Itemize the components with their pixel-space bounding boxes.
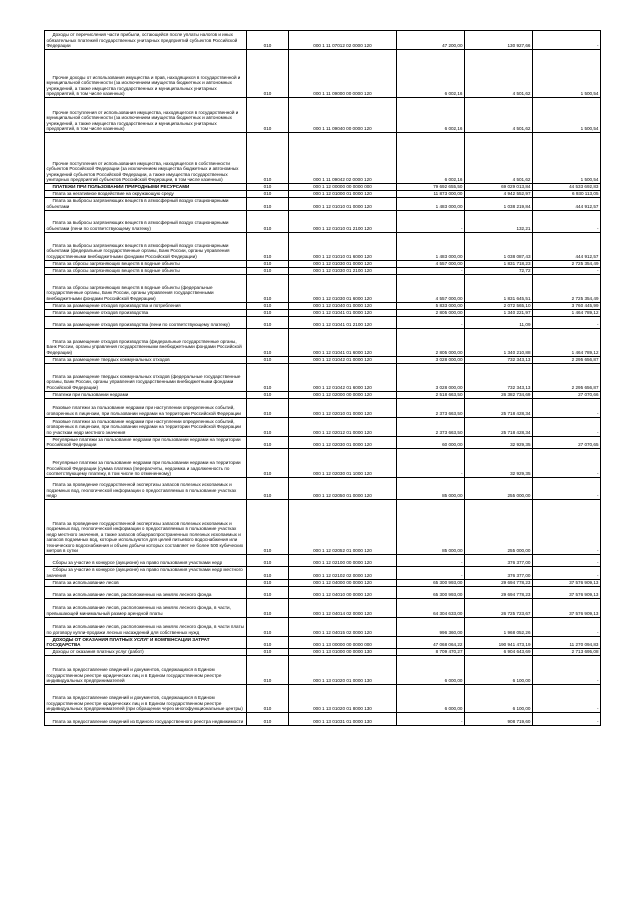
row-approved: - <box>397 210 465 232</box>
row-executed: 132,21 <box>465 210 533 232</box>
row-kbk: 000 1 11 09000 00 0000 120 <box>289 50 397 98</box>
row-name: Регулярные платежи за пользование недрами при пользовании недрами на территории Российской Федерации <box>45 436 247 449</box>
row-code: 010 <box>247 391 289 398</box>
row-unexecuted: 2 725 354,49 <box>533 260 601 267</box>
row-name: Плата за проведение государственной экспертизы запасов полезных ископаемых и подземных вод, геологической информации о предоставляемых в пользование участках недр <box>45 478 247 500</box>
row-executed: 1 831 718,23 <box>465 260 533 267</box>
row-approved: 6 002,16 <box>397 133 465 184</box>
table-row <box>45 198 601 211</box>
row-code: 010 <box>247 398 289 417</box>
row-name: Прочие поступления от использования имущества, находящегося в государственной и муниципальной собственности (за исключением имущества бюджетных и автономных учреждений, а также имущества государственных и муниципальных унитарных предприятий, в том числе казенных) <box>45 98 247 133</box>
row-approved: 2 805 000,00 <box>397 309 465 316</box>
row-kbk: 000 1 12 02052 01 0000 120 <box>289 500 397 555</box>
row-unexecuted: 37 576 909,13 <box>533 598 601 617</box>
row-unexecuted: 1 500,54 <box>533 133 601 184</box>
row-unexecuted: 27 070,65 <box>533 436 601 449</box>
row-code: 010 <box>247 309 289 316</box>
row-executed: 6 100,00 <box>465 656 533 685</box>
row-executed: 1 831 645,51 <box>465 274 533 302</box>
row-name: Разовые платежи за пользование недрами при наступлении определенных событий, оговоренных в лицензии, при пользовании недрами на территории Российской Федерации по участкам недр местного значения <box>45 417 247 436</box>
row-executed: 4 501,62 <box>465 133 533 184</box>
row-unexecuted: 1 500,54 <box>533 98 601 133</box>
row-executed: 4 501,62 <box>465 98 533 133</box>
row-approved: 47 068 064,22 <box>397 636 465 649</box>
row-kbk: 000 1 13 01031 01 0000 130 <box>289 713 397 726</box>
row-kbk: 000 1 12 01030 01 0000 120 <box>289 260 397 267</box>
row-kbk: 000 1 12 02102 02 0000 120 <box>289 567 397 580</box>
table-row <box>45 363 601 391</box>
row-approved: - <box>397 267 465 274</box>
row-approved: 3 028 000,00 <box>397 356 465 363</box>
table-row <box>45 636 601 649</box>
row-code: 010 <box>247 302 289 309</box>
table-row <box>45 685 601 713</box>
table-row <box>45 555 601 567</box>
row-unexecuted: - <box>533 500 601 555</box>
row-executed: 1 340 210,88 <box>465 328 533 356</box>
row-executed: 11,09 <box>465 316 533 328</box>
row-unexecuted: - <box>533 656 601 685</box>
row-unexecuted: - <box>533 567 601 580</box>
table-row <box>45 302 601 309</box>
row-kbk: 000 1 13 01020 01 8000 130 <box>289 685 397 713</box>
row-code: 010 <box>247 356 289 363</box>
row-name: ПЛАТЕЖИ ПРИ ПОЛЬЗОВАНИИ ПРИРОДНЫМИ РЕСУРСАМИ <box>45 184 247 191</box>
table-row <box>45 656 601 685</box>
row-approved: 60 000,00 <box>397 436 465 449</box>
table-row <box>45 133 601 184</box>
row-code: 010 <box>247 500 289 555</box>
row-kbk: 000 1 12 01030 01 6000 120 <box>289 274 397 302</box>
table-row <box>45 478 601 500</box>
row-kbk: 000 1 12 01010 01 2100 120 <box>289 210 397 232</box>
row-unexecuted: 11 270 094,83 <box>533 636 601 649</box>
row-name: Сборы за участие в конкурсе (аукционе) на право пользования участками недр местного значения <box>45 567 247 580</box>
row-approved: 6 000,00 <box>397 685 465 713</box>
table-row <box>45 567 601 580</box>
row-name: Прочие поступления от использования имущества, находящегося в собственности субъектов Российской Федерации (за исключением имущества бюджетных и автономных учреждений субъектов Российской Федерации, а также имущества государственных унитарных предприятий субъектов Российской Федерации, в том числе казенных) <box>45 133 247 184</box>
row-kbk: 000 1 12 02030 01 0000 120 <box>289 436 397 449</box>
row-name: Разовые платежи за пользование недрами при наступлении определенных событий, оговоренных в лицензии, при пользовании недрами на территории Российской Федерации <box>45 398 247 417</box>
row-approved: - <box>397 316 465 328</box>
row-unexecuted: - <box>533 417 601 436</box>
row-name: Плата за выбросы загрязняющих веществ в атмосферный воздух стационарными объектами <box>45 198 247 211</box>
row-name: Плата за использование лесов <box>45 579 247 586</box>
row-executed: 732 343,13 <box>465 356 533 363</box>
row-executed: 908 719,60 <box>465 713 533 726</box>
row-kbk: 000 1 13 01020 01 0000 130 <box>289 656 397 685</box>
row-unexecuted: 3 760 445,99 <box>533 302 601 309</box>
row-kbk: 000 1 12 01041 01 0000 120 <box>289 309 397 316</box>
row-kbk: 000 1 12 02000 00 0000 120 <box>289 391 397 398</box>
row-kbk: 000 1 12 04010 00 0000 120 <box>289 586 397 598</box>
table-row <box>45 31 601 50</box>
row-kbk: 000 1 13 01000 00 0000 130 <box>289 649 397 656</box>
row-executed: 6 100,00 <box>465 685 533 713</box>
row-unexecuted: - <box>533 449 601 478</box>
row-name: Сборы за участие в конкурсе (аукционе) на право пользования участками недр <box>45 555 247 567</box>
row-name: Плата за сбросы загрязняющих веществ в водные объекты (федеральные государственные органы, Банк России, органы управления государственными внебюджетными фондами Российской Федерации) <box>45 274 247 302</box>
row-kbk: 000 1 12 01030 01 2100 120 <box>289 267 397 274</box>
row-executed: 1 038 219,84 <box>465 198 533 211</box>
row-name: Прочие доходы от использования имущества и прав, находящихся в государственной и муниципальной собственности (за исключением имущества бюджетных и автономных учреждений, а также имущества государственных и муниципальных унитарных предприятий, в том числе казенных) <box>45 50 247 98</box>
row-code: 010 <box>247 555 289 567</box>
table-row <box>45 617 601 636</box>
row-code: 010 <box>247 685 289 713</box>
table-row <box>45 232 601 260</box>
table-row <box>45 391 601 398</box>
table-row <box>45 356 601 363</box>
row-approved: 6 002,16 <box>397 98 465 133</box>
table-row <box>45 316 601 328</box>
row-approved: 11 873 000,00 <box>397 191 465 198</box>
budget-report-sheet <box>44 30 600 726</box>
row-approved: 996 360,00 <box>397 617 465 636</box>
row-name: Плата за выбросы загрязняющих веществ в атмосферный воздух стационарными объектами (федеральные государственные органы, Банк России, органы управления государственными внебюджетными фондами Российской Федерации) <box>45 232 247 260</box>
row-executed: 6 904 643,69 <box>465 649 533 656</box>
row-unexecuted: - <box>533 478 601 500</box>
row-executed: 26 382 734,69 <box>465 391 533 398</box>
row-kbk: 000 1 11 07012 02 0000 120 <box>289 31 397 50</box>
row-name: Плата за сбросы загрязняющих веществ в водные объекты <box>45 267 247 274</box>
row-kbk: 000 1 12 04015 02 0000 120 <box>289 617 397 636</box>
table-row <box>45 210 601 232</box>
row-unexecuted: 2 725 354,49 <box>533 274 601 302</box>
row-executed: 32 929,35 <box>465 449 533 478</box>
row-unexecuted: - <box>533 210 601 232</box>
table-row <box>45 500 601 555</box>
revenue-table <box>44 30 601 726</box>
row-executed: 376 377,00 <box>465 555 533 567</box>
row-unexecuted: 37 576 909,13 <box>533 586 601 598</box>
row-approved: 85 000,00 <box>397 500 465 555</box>
row-kbk: 000 1 12 02050 01 0000 120 <box>289 478 397 500</box>
row-code: 010 <box>247 636 289 649</box>
row-approved: 85 000,00 <box>397 478 465 500</box>
row-approved: 64 304 633,00 <box>397 598 465 617</box>
row-unexecuted: - <box>533 555 601 567</box>
row-approved: 2 805 000,00 <box>397 328 465 356</box>
row-approved: 1 483 000,00 <box>397 232 465 260</box>
row-name: ДОХОДЫ ОТ ОКАЗАНИЯ ПЛАТНЫХ УСЛУГ И КОМПЕНСАЦИИ ЗАТРАТ ГОСУДАРСТВА <box>45 636 247 649</box>
row-code: 010 <box>247 328 289 356</box>
row-code: 010 <box>247 436 289 449</box>
row-name: Плата за использование лесов, расположенных на землях лесного фонда, в части платы по договору купли-продажи лесных насаждений для собственных нужд <box>45 617 247 636</box>
table-row <box>45 274 601 302</box>
row-code: 010 <box>247 274 289 302</box>
row-unexecuted: 2 295 656,87 <box>533 356 601 363</box>
row-executed: 376 377,00 <box>465 567 533 580</box>
row-unexecuted: - <box>533 713 601 726</box>
row-approved: 1 483 000,00 <box>397 198 465 211</box>
row-executed: 732 343,13 <box>465 363 533 391</box>
row-name: Плата за сбросы загрязняющих веществ в водные объекты <box>45 260 247 267</box>
row-executed: 1 340 221,97 <box>465 309 533 316</box>
row-code: 010 <box>247 198 289 211</box>
table-row <box>45 586 601 598</box>
row-executed: 1 038 087,43 <box>465 232 533 260</box>
row-code: 010 <box>247 363 289 391</box>
row-code: 010 <box>247 449 289 478</box>
row-code: 010 <box>247 31 289 50</box>
row-executed: 1 968 052,26 <box>465 617 533 636</box>
row-executed: 69 029 013,84 <box>465 184 533 191</box>
row-unexecuted: 44 533 692,83 <box>533 184 601 191</box>
row-name: Плата за размещение отходов производства и потребления <box>45 302 247 309</box>
row-name: Плата за проведение государственной экспертизы запасов полезных ископаемых и подземных вод, геологической информации о предоставляемых в пользование участках недр местного значения, а также запасов общераспространенных полезных ископаемых и запасов подземных вод, которые используются для целей питьевого водоснабжения или технического водоснабжения и объем добычи которых составляет не более 500 кубических метров в сутки <box>45 500 247 555</box>
row-name: Плата за предоставление сведений и документов, содержащихся в Едином государственном реестре юридических лиц и в Едином государственном реестре индивидуальных предпринимателей (при обращении через многофункциональные центры) <box>45 685 247 713</box>
table-row <box>45 309 601 316</box>
table-row <box>45 579 601 586</box>
row-approved: 65 300 993,00 <box>397 579 465 586</box>
row-unexecuted: 444 912,57 <box>533 198 601 211</box>
row-executed: 4 501,62 <box>465 50 533 98</box>
row-name: Плата за негативное воздействие на окружающую среду <box>45 191 247 198</box>
row-approved: 4 557 000,00 <box>397 260 465 267</box>
table-row <box>45 713 601 726</box>
row-approved: 6 002,16 <box>397 50 465 98</box>
row-approved: 2 518 663,50 <box>397 391 465 398</box>
row-kbk: 000 1 12 04000 00 0000 120 <box>289 579 397 586</box>
row-name: Плата за использование лесов, расположенных на землях лесного фонда, в части, превышающей минимальный размер арендной платы <box>45 598 247 617</box>
row-name: Плата за выбросы загрязняющих веществ в атмосферный воздух стационарными объектами (пени по соответствующему платежу) <box>45 210 247 232</box>
row-code: 010 <box>247 579 289 586</box>
row-executed: 190 941 473,19 <box>465 636 533 649</box>
table-row <box>45 191 601 198</box>
row-unexecuted: - <box>533 267 601 274</box>
table-row <box>45 267 601 274</box>
row-executed: 32 929,35 <box>465 436 533 449</box>
row-kbk: 000 1 13 00000 00 0000 000 <box>289 636 397 649</box>
row-executed: 255 000,00 <box>465 500 533 555</box>
row-code: 010 <box>247 478 289 500</box>
row-unexecuted: - <box>533 685 601 713</box>
row-executed: 2 072 565,10 <box>465 302 533 309</box>
row-unexecuted: 1 464 789,12 <box>533 309 601 316</box>
row-executed: 25 718 428,34 <box>465 398 533 417</box>
row-executed: 26 725 723,67 <box>465 598 533 617</box>
row-name: Плата за предоставление сведений из Единого государственного реестра недвижимости <box>45 713 247 726</box>
row-unexecuted: 27 070,66 <box>533 391 601 398</box>
row-executed: 29 694 778,23 <box>465 586 533 598</box>
row-code: 010 <box>247 586 289 598</box>
row-code: 010 <box>247 232 289 260</box>
table-row <box>45 184 601 191</box>
row-kbk: 000 1 12 02012 01 0000 120 <box>289 417 397 436</box>
row-name: Регулярные платежи за пользование недрами при пользовании недрами на территории Российской Федерации (сумма платежа (перерасчеты, недоимка и задолженность по соответствующему платежу, в том числе по отмененному) <box>45 449 247 478</box>
table-row <box>45 649 601 656</box>
row-code: 010 <box>247 417 289 436</box>
row-executed: 255 000,00 <box>465 478 533 500</box>
row-kbk: 000 1 12 01010 01 0000 120 <box>289 198 397 211</box>
row-executed: 25 718 428,34 <box>465 417 533 436</box>
row-kbk: 000 1 12 04014 02 0000 120 <box>289 598 397 617</box>
table-row <box>45 98 601 133</box>
row-kbk: 000 1 12 01040 01 0000 120 <box>289 302 397 309</box>
row-name: Платежи при пользовании недрами <box>45 391 247 398</box>
row-name: Доходы от перечисления части прибыли, остающейся после уплаты налогов и иных обязательных платежей государственных унитарных предприятий субъектов Российской Федерации <box>45 31 247 50</box>
row-code: 010 <box>247 260 289 267</box>
row-approved: 47 200,00 <box>397 31 465 50</box>
row-code: 010 <box>247 713 289 726</box>
row-executed: 72,72 <box>465 267 533 274</box>
row-approved: 79 692 655,50 <box>397 184 465 191</box>
row-executed: 130 927,66 <box>465 31 533 50</box>
row-name: Плата за размещение твердых коммунальных отходов (федеральные государственные органы, Банк России, органы управления государственными внебюджетными фондами Российской Федерации) <box>45 363 247 391</box>
row-code: 010 <box>247 210 289 232</box>
row-code: 010 <box>247 617 289 636</box>
row-name: Плата за размещение отходов производства (федеральные государственные органы, Банк России, органы управления государственными внебюджетными фондами Российской Федерации) <box>45 328 247 356</box>
row-kbk: 000 1 12 01042 01 0000 120 <box>289 356 397 363</box>
row-approved: 65 300 993,00 <box>397 586 465 598</box>
row-executed: 4 942 552,97 <box>465 191 533 198</box>
row-approved: 4 557 000,00 <box>397 274 465 302</box>
table-row <box>45 398 601 417</box>
row-unexecuted: 2 295 656,87 <box>533 363 601 391</box>
row-approved: 5 833 000,00 <box>397 302 465 309</box>
row-kbk: 000 1 12 01010 01 6000 120 <box>289 232 397 260</box>
row-code: 010 <box>247 567 289 580</box>
row-code: 010 <box>247 267 289 274</box>
row-executed: 29 694 778,23 <box>465 579 533 586</box>
row-unexecuted: 444 912,57 <box>533 232 601 260</box>
table-row <box>45 417 601 436</box>
row-unexecuted: - <box>533 316 601 328</box>
table-row <box>45 598 601 617</box>
row-code: 010 <box>247 133 289 184</box>
row-code: 010 <box>247 598 289 617</box>
row-approved: - <box>397 567 465 580</box>
row-kbk: 000 1 12 01000 01 0000 120 <box>289 191 397 198</box>
row-code: 010 <box>247 649 289 656</box>
row-kbk: 000 1 11 09042 02 0000 120 <box>289 133 397 184</box>
row-name: Плата за размещение отходов производства (пени по соответствующему платежу) <box>45 316 247 328</box>
row-unexecuted: 37 576 909,13 <box>533 579 601 586</box>
table-row <box>45 328 601 356</box>
row-code: 010 <box>247 656 289 685</box>
row-approved: 3 028 000,00 <box>397 363 465 391</box>
row-code: 010 <box>247 50 289 98</box>
row-unexecuted: - <box>533 398 601 417</box>
row-kbk: 000 1 12 00000 00 0000 000 <box>289 184 397 191</box>
row-unexecuted: - <box>533 617 601 636</box>
row-kbk: 000 1 11 09040 00 0000 120 <box>289 98 397 133</box>
row-approved: - <box>397 449 465 478</box>
row-code: 010 <box>247 184 289 191</box>
row-approved: 2 373 663,50 <box>397 417 465 436</box>
row-name: Плата за размещение отходов производства <box>45 309 247 316</box>
table-row <box>45 436 601 449</box>
row-unexecuted: 1 464 789,12 <box>533 328 601 356</box>
row-name: Плата за предоставление сведений и документов, содержащихся в Едином государственном реестре юридических лиц и в Едином государственном реестре индивидуальных предпринимателей <box>45 656 247 685</box>
row-unexecuted: 2 713 695,08 <box>533 649 601 656</box>
row-name: Доходы от оказания платных услуг (работ) <box>45 649 247 656</box>
row-unexecuted: - <box>533 31 601 50</box>
row-unexecuted: 1 500,54 <box>533 50 601 98</box>
row-approved: - <box>397 713 465 726</box>
row-kbk: 000 1 12 01041 01 6000 120 <box>289 328 397 356</box>
row-approved: 8 709 470,27 <box>397 649 465 656</box>
table-row <box>45 260 601 267</box>
row-kbk: 000 1 12 02100 00 0000 120 <box>289 555 397 567</box>
row-kbk: 000 1 12 02030 01 1000 120 <box>289 449 397 478</box>
row-code: 010 <box>247 191 289 198</box>
row-code: 010 <box>247 98 289 133</box>
row-kbk: 000 1 12 01042 01 6000 120 <box>289 363 397 391</box>
row-unexecuted: 6 930 113,05 <box>533 191 601 198</box>
row-approved: - <box>397 555 465 567</box>
row-name: Плата за использование лесов, расположенных на землях лесного фонда <box>45 586 247 598</box>
table-row <box>45 449 601 478</box>
row-code: 010 <box>247 316 289 328</box>
row-kbk: 000 1 12 01041 01 2100 120 <box>289 316 397 328</box>
table-row <box>45 50 601 98</box>
row-approved: 6 000,00 <box>397 656 465 685</box>
row-name: Плата за размещение твердых коммунальных отходов <box>45 356 247 363</box>
row-kbk: 000 1 12 02010 01 0000 120 <box>289 398 397 417</box>
row-approved: 2 373 663,50 <box>397 398 465 417</box>
